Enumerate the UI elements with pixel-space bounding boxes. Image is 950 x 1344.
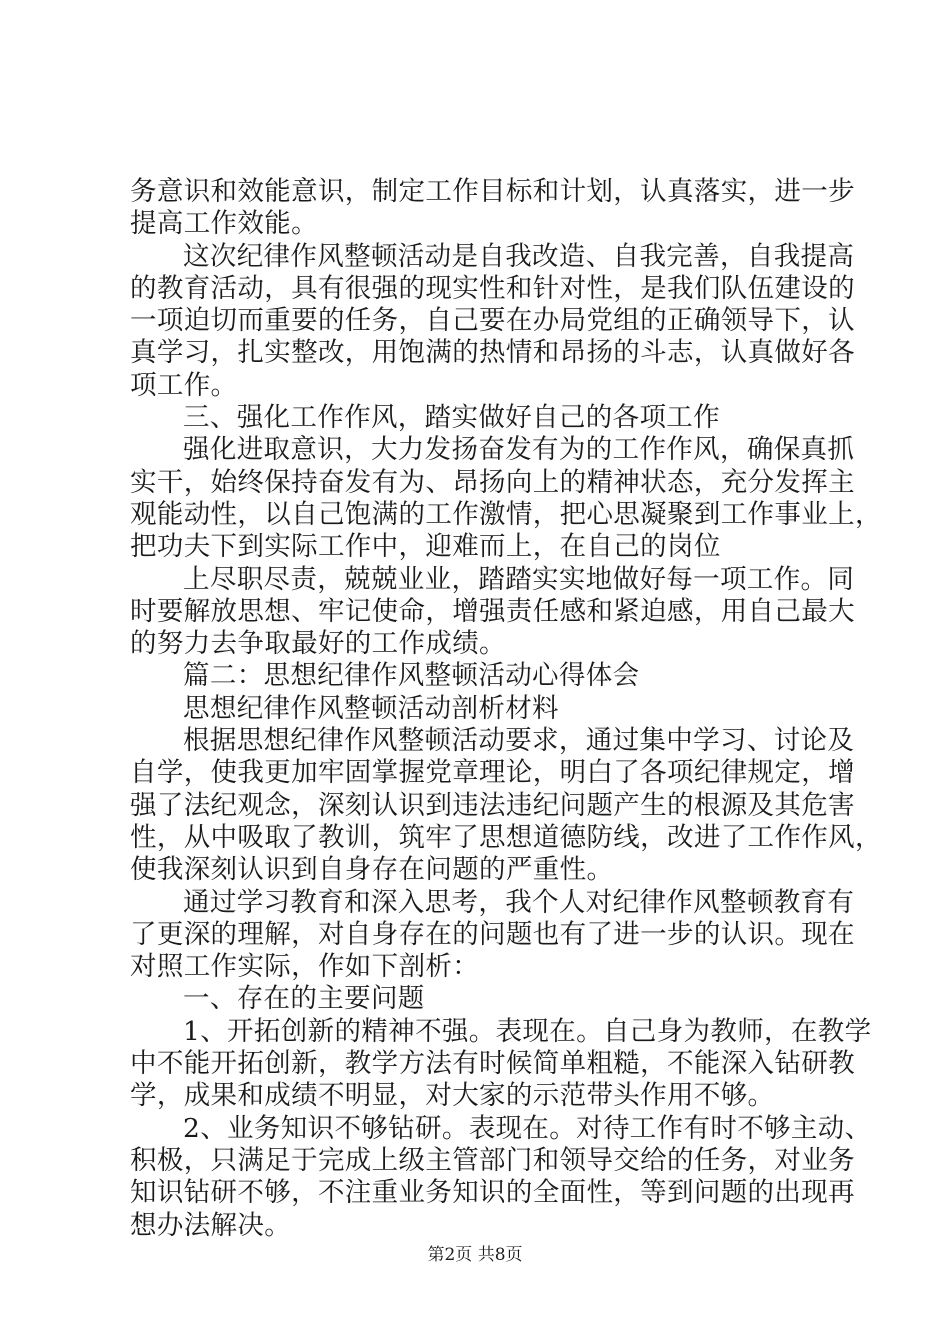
text-line: 根据思想纪律作风整顿活动要求，通过集中学习、讨论及 [183, 725, 855, 757]
text-line: 观能动性，以自己饱满的工作激情，把心思凝聚到工作事业上， [130, 498, 882, 530]
text-line: 使我深刻认识到自身存在问题的严重性。 [130, 854, 614, 886]
text-line: 真学习，扎实整改，用饱满的热情和昂扬的斗志，认真做好各 [130, 337, 855, 369]
text-line: 积极，只满足于完成上级主管部门和领导交给的任务，对业务 [130, 1144, 855, 1176]
text-line: 通过学习教育和深入思考，我个人对纪律作风整顿教育有 [183, 886, 855, 918]
text-line: 思想纪律作风整顿活动剖析材料 [183, 692, 559, 724]
text-line: 务意识和效能意识，制定工作目标和计划，认真落实，进一步 [130, 176, 855, 207]
text-line: 自学，使我更加牢固掌握党章理论，明白了各项纪律规定，增 [130, 757, 855, 789]
text-line: 对照工作实际，作如下剖析： [130, 951, 480, 983]
text-line: 时要解放思想、牢记使命，增强责任感和紧迫感，用自己最大 [130, 595, 855, 627]
text-line: 性，从中吸取了教训，筑牢了思想道德防线，改进了工作作风， [130, 821, 882, 853]
text-line: 实干，始终保持奋发有为、昂扬向上的精神状态，充分发挥主 [130, 466, 855, 498]
text-line: 学，成果和成绩不明显，对大家的示范带头作用不够。 [130, 1080, 775, 1112]
text-line: 了更深的理解，对自身存在的问题也有了进一步的认识。现在 [130, 918, 855, 950]
text-line: 项工作。 [130, 369, 238, 401]
text-line: 中不能开拓创新，教学方法有时候简单粗糙，不能深入钻研教 [130, 1048, 855, 1080]
text-line: 三、强化工作作风，踏实做好自己的各项工作 [183, 402, 720, 434]
text-line: 想办法解决。 [130, 1209, 292, 1241]
text-line: 2、业务知识不够钻研。表现在。对待工作有时不够主动、 [183, 1112, 872, 1144]
text-line: 1、开拓创新的精神不强。表现在。自己身为教师，在教学 [183, 1015, 872, 1047]
text-line: 把功夫下到实际工作中，迎难而上，在自己的岗位 [130, 531, 721, 563]
text-line: 上尽职尽责，兢兢业业，踏踏实实地做好每一项工作。同 [183, 563, 855, 595]
text-line: 一项迫切而重要的任务，自己要在办局党组的正确领导下，认 [130, 305, 855, 337]
page-footer: 第2页 共8页 [427, 1245, 523, 1265]
text-line: 篇二：思想纪律作风整顿活动心得体会 [183, 660, 640, 692]
text-line: 强了法纪观念，深刻认识到违法违纪问题产生的根源及其危害 [130, 789, 855, 821]
text-line: 知识钻研不够，不注重业务知识的全面性，等到问题的出现再 [130, 1177, 855, 1209]
text-line: 的教育活动，具有很强的现实性和针对性，是我们队伍建设的 [130, 272, 855, 304]
text-line: 提高工作效能。 [130, 208, 318, 240]
text-line: 强化进取意识，大力发扬奋发有为的工作作风，确保真抓 [183, 434, 855, 466]
text-line: 一、存在的主要问题 [183, 983, 425, 1015]
document-body [130, 176, 882, 1242]
text-line: 这次纪律作风整顿活动是自我改造、自我完善，自我提高 [183, 240, 855, 272]
text-line: 的努力去争取最好的工作成绩。 [130, 628, 506, 660]
